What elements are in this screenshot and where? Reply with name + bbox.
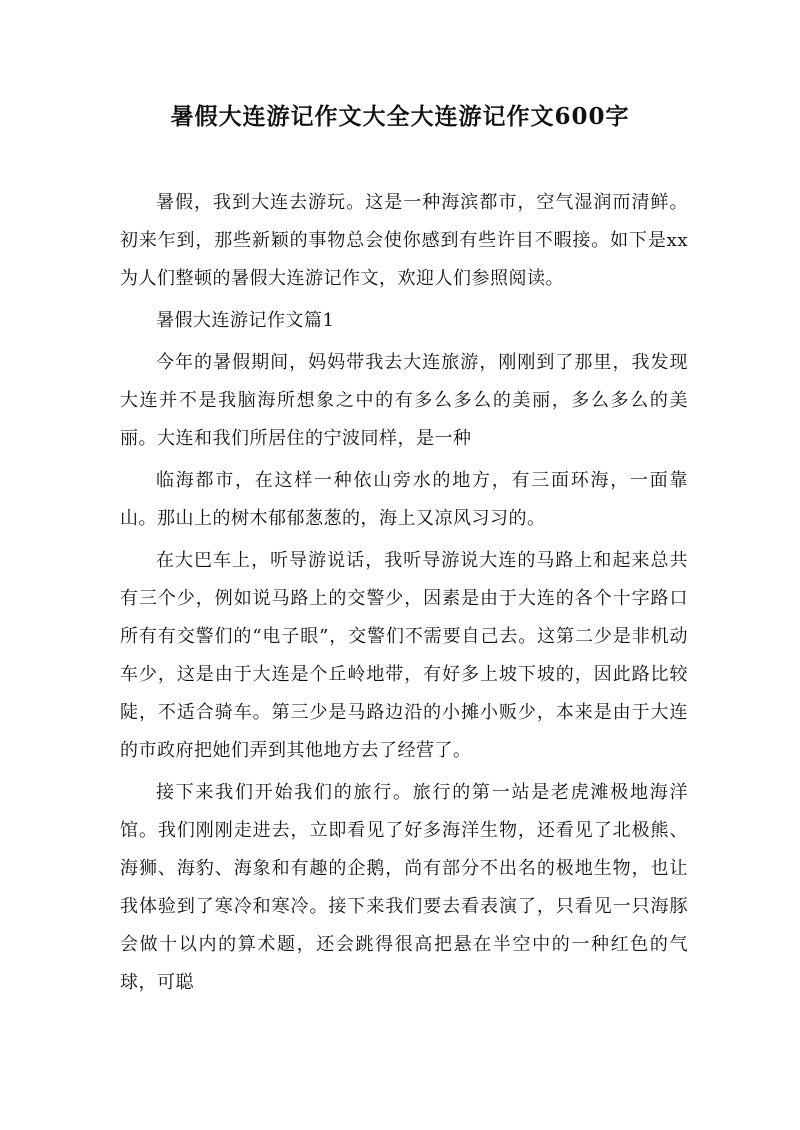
document-title: 暑假大连游记作文大全大连游记作文600字 xyxy=(170,103,630,130)
paragraph-1: 今年的暑假期间，妈妈带我去大连旅游，刚刚到了那里，我发现大连并不是我脑海所想象之中的有多么多么的美丽，多么多么的美丽。大连和我们所居住的宁波同样，是一种 xyxy=(120,352,688,449)
section-heading: 暑假大连游记作文篇1 xyxy=(156,310,335,331)
paragraph-2: 临海都市，在这样一种依山旁水的地方，有三面环海，一面靠山。那山上的树木郁郁葱葱的，海上又凉风习习的。 xyxy=(120,470,688,529)
paragraph-intro: 暑假，我到大连去游玩。这是一种海滨都市，空气湿润而清鲜。初来乍到，那些新颖的事物总会使你感到有些许目不暇接。如下是xx为人们整顿的暑假大连游记作文，欢迎人们参照阅读。 xyxy=(120,192,688,289)
paragraph-4: 接下来我们开始我们的旅行。旅行的第一站是老虎滩极地海洋馆。我们刚刚走进去，立即看见了好多海洋生物，还看见了北极熊、海狮、海豹、海象和有趣的企鹅，尚有部分不出名的极地生物，也让我体验到了寒冷和寒冷。接下来我们要去看表演了，只看见一只海豚会做十以内的算术题，还会跳得很高把悬在半空中的一种红色的气球，可聪 xyxy=(120,782,688,993)
document-body xyxy=(120,184,688,1006)
paragraph-3: 在大巴车上，听导游说话，我听导游说大连的马路上和起来总共有三个少，例如说马路上的交警少，因素是由于大连的各个十字路口所有有交警们的“电子眼”，交警们不需要自己去。这第二少是非机动车少，这是由于大连是个丘岭地带，有好多上坡下坡的，因此路比较陡，不适合骑车。第三少是马路边沿的小摊小贩少，本来是由于大连的市政府把她们弄到其他地方去了经营了。 xyxy=(120,550,688,761)
